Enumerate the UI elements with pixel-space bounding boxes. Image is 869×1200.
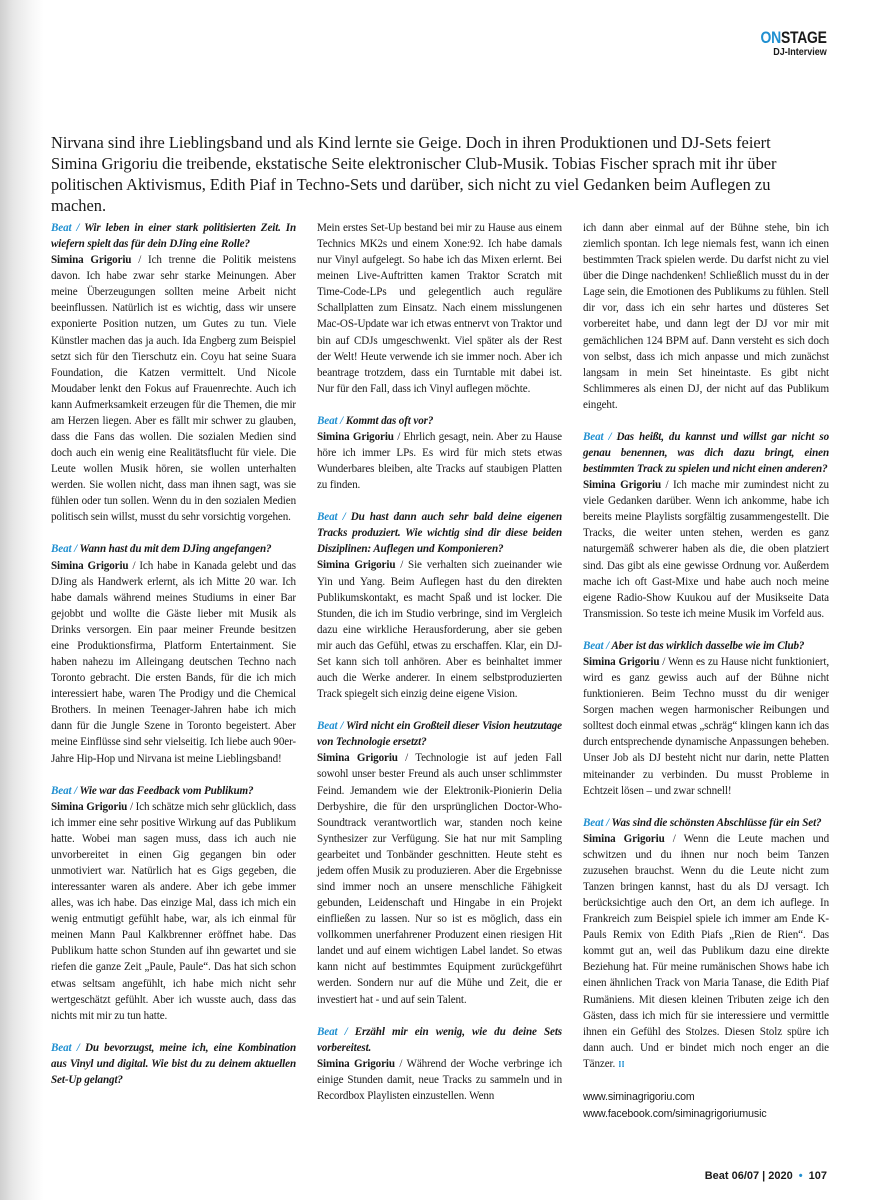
answer [317, 220, 562, 397]
question-label: Beat / [583, 430, 617, 443]
web-link[interactable]: www.siminagrigoriu.com [583, 1090, 695, 1103]
answer-text: Sie verhalten sich zueinander wie Yin und Yang. Beim Auflegen hast du den direkten Publikumskontakt, es macht Spaß und ist locker. Die Stunden, die ich im Studio verbringe, sind im Vergleich dazu eine wirkliche Herausforderung, aber sie geben mir auch das Gefühl, etwas zu erschaffen. Klar, ein DJ-Set kann sich toll anhören. Aber es beinhaltet immer auch die Werke anderer. In einem selbstproduzierten Track spiegelt sich einzig deine eigene Vision. [317, 559, 562, 701]
answer-text: Mein erstes Set-Up bestand bei mir zu Hause aus einem Technics MK2s und einem Xone:92. Ich habe damals nur Vinyl aufgelegt. So habe ich das Mixen erlernt. Bei meinen Live-Auftritten kamen Traktor Scratch mit Time-Code-LPs und gelegentlich auch reguläre Schallplatten zum Einsatz. Nach einem misslungenen Mac-OS-Update war ich etwas entnervt von Traktor und bin auf CDJs umgeschwenkt. Viel später als der Rest der Welt! Heute verwende ich sie immer noch. Aber ich beantrage trotzdem, dass ein Turntable mit dabei ist. Nur für den Fall, dass ich Vinyl auflegen möchte. [317, 222, 562, 395]
question-text: Du hast dann auch sehr bald deine eigenen Tracks produziert. Wie wichtig sind dir diese beiden Disziplinen: Auflegen und Komponieren? [317, 511, 562, 556]
answer-text: Ich trenne die Politik meistens davon. Ich habe zwar sehr starke Meinungen. Aber meine Überzeugungen sollten meine Arbeit nicht beeinflussen. Natürlich ist es wichtig, dass wir unsere exponierte Position nutzen, um Gutes zu tun. Viele Künstler machen das ja auch. Ida Engberg zum Beispiel setzt sich für den Tierschutz ein. Coyu hat seine Suara Foundation, die Katzen vermittelt. Und Nicole Moudaber lenkt den Fokus auf Frauenrechte. Auch ich kann Aufmerksamkeit erzeugen für die Themen, die mir am Herzen liegen. Aber es fällt mir schwer zu glauben, dass die Fans das wollen. Die sozialen Medien sind doch auch ein wenig eine Realitätsflucht für viele. Die Leute wollen Musik hören, sie wollen unterhalten werden. Sie wollen nicht, dass man ihnen sagt, was sie fühlen oder tun sollen. Wenn du in den sozialen Medien politisch sein willst, musst du sehr vorsichtig vorgehen. [51, 254, 296, 524]
question [317, 1024, 562, 1056]
article-end-icon: ⁞⁞ [615, 1059, 625, 1070]
answer-text: Technologie ist auf jeden Fall sowohl unser bester Freund als auch unser schlimmster Feind. Jemandem wie der Elektronik-Pionierin Delia Derbyshire, die für den ursprünglichen Doctor-Who-Soundtrack verantwortlich war, standen noch keine Synthesizer zur Verfügung. Sie hat nur mit Sampling gearbeitet und Tonbänder geschnitten. Heute steht es jedem offen Musik zu produzieren. Aber die Ergebnisse sind immer noch an unsere menschliche Fähigkeit gebunden, Leidenschaft und Hingabe in ein Projekt einfließen zu lassen. Nur so ist es möglich, dass ein vollkommen unerfahrener Produzent einen riesigen Hit landet und auf einem wichtigen Label landet. So etwas kann nicht auf bestimmtes Equipment zurückgeführt werden. Sondern nur auf die Mühe und Zeit, die er investiert hat - und auf sein Talent. [317, 752, 562, 1006]
qa-block [317, 718, 562, 1007]
answer-text: Ich schätze mich sehr glücklich, dass ich immer eine sehr positive Wirkung auf das Publikum hatte. Wobei man sagen muss, dass ich auch nie unvorbereitet in einen Gig gegangen bin oder unmotiviert war. Natürlich hat es Gigs gegeben, die interessanter waren als andere. Aber ich gebe immer alles, was ich habe. Das einzige Mal, dass ich mich ein wenig entmutigt gefühlt habe, war, als ich einmal für meinen Mann Paul Kalkbrenner eröffnet habe. Das Publikum hatte schon Stunden auf ihn gewartet und sie riefen die ganze Zeit „Paule, Paule“. Das hat sich schon etwas seltsam angefühlt, ich habe mich nicht sehr wertgeschätzt gefühlt. Aber ich wusste auch, dass das nichts mit mir zu tun hatte. [51, 800, 296, 1022]
qa-block [51, 220, 296, 525]
speaker-label: Simina Grigoriu [583, 832, 665, 845]
speaker-label: Simina Grigoriu [51, 254, 132, 267]
answer [583, 831, 829, 1073]
answer-text: Ich mache mir zumindest nicht zu viele Gedanken darüber. Wenn ich ankomme, habe ich bereits meine Playlists sorgfältig zusammengestellt. Die Tracks, die weiter unten stehen, werden es ganz naturgemäß schwerer haben als die, die oben platziert sind. Das gibt als eine gewisse Ordnung vor. Außerdem mache ich oft Gast-Mixe und habe auch noch meine eigene Radio-Show Kuukou auf der Musikseite Data Transmission. So teste ich meine Musik im Vorfeld aus. [583, 479, 829, 620]
qa-block [583, 638, 829, 799]
answer [583, 477, 829, 622]
question-label: Beat / [317, 1025, 355, 1038]
speaker-label: Simina Grigoriu [51, 800, 128, 813]
question [51, 220, 296, 252]
qa-block [317, 220, 562, 397]
answer [317, 429, 562, 493]
answer [583, 220, 829, 413]
qa-block [51, 1040, 296, 1088]
speaker-label: Simina Grigoriu [583, 479, 662, 492]
separator: / [128, 559, 140, 572]
issue-label: Beat 06/07 | 2020 [704, 1170, 793, 1182]
qa-block [317, 413, 562, 493]
separator: / [659, 655, 668, 668]
qa-block [583, 815, 829, 1073]
answer [51, 799, 296, 1024]
speaker-label: Simina Grigoriu [317, 559, 396, 572]
article-intro: Nirvana sind ihre Lieblingsband und als Kind lernte sie Geige. Doch in ihren Produktionen und DJ-Sets feiert Simina Grigoriu die treibende, ekstatische Seite elektronischer Club-Musik. Tobias Fischer sprach mit ihr über politischen Aktivismus, Edith Piaf in Techno-Sets und darüber, sich nicht zu viel Gedanken beim Auflegen zu machen. [51, 133, 777, 215]
speaker-label: Simina Grigoriu [317, 1057, 395, 1070]
separator: / [664, 832, 684, 845]
answer-text: Ehrlich gesagt, nein. Aber zu Hause höre ich immer LPs. Es wird für mich stets etwas Wunderbares bleiben, alte Tracks auf staubigen Platten zu finden. [317, 430, 562, 492]
answer-text: Während der Woche verbringe ich einige Stunden damit, neue Tracks zu sammeln und in Recordbox Playlisten einzustellen. Wenn [317, 1057, 562, 1102]
section-header [746, 29, 827, 58]
question-label: Beat / [51, 543, 80, 556]
answer-text: Ich habe in Kanada gelebt und das DJing als Handwerk erlernt, als ich Mitte 20 war. Ich habe damals während meines Studiums in einer Bar gejobbt und wollte die Gäste lieber mit Musik als Drinks versorgen. Ein paar meiner Freunde besitzen eine Produktionsfirma, Platform Entertainment. Sie haben nahezu im Alleingang deutschen Techno nach Toronto gebracht. Die ersten Bands, für die ich mich interessiert habe, waren The Prodigy und die Chemical Brothers. In meinen Teenager-Jahren habe ich mich dann für die Jungle Szene in Toronto begeistert. Aber meine Einflüsse sind sehr vielseitig. Ich liebe auch 90er-Jahre Hip-Hop und Nirvana ist meine Lieblingsband! [51, 559, 296, 765]
answer [317, 557, 562, 702]
question-label: Beat / [583, 816, 612, 829]
question-text: Wird nicht ein Großteil dieser Vision heutzutage von Technologie ersetzt? [317, 720, 562, 749]
question-text: Wann hast du mit dem DJing angefangen? [79, 543, 272, 556]
question-text: Wie war das Feedback vom Publikum? [79, 784, 254, 797]
speaker-label: Simina Grigoriu [51, 559, 129, 572]
question-text: Was sind die schönsten Abschlüsse für ein Set? [611, 816, 822, 829]
question [51, 783, 296, 799]
question-label: Beat / [583, 639, 612, 652]
answer-text: Wenn die Leute machen und schwitzen und du ihnen nur noch beim Tanzen zuzusehen brauchst. Wenn du die Leute nicht zum Tanzen bringen kannst, hast du als DJ versagt. Ich berücksichtige auch den Ort, an dem ich auflege. In Frankreich zum Beispiel spiele ich immer am Ende K-Pauls Remix von Edith Piafs „Rien de Rien“. Das kommt gut an, weil das Publikum dazu eine direkte Beziehung hat. Für meine rumänischen Shows habe ich einen ähnlichen Track von Maria Tanase, die Edith Piaf Rumäniens. Mit diesen kleinen Tributen zeige ich den Gästen, dass ich mich für sie interessiere und vermittle ihnen ein Gefühl des Stolzes. Diesen Stolz spüre ich dann auch. Und er bindet mich noch enger an die Tänzer. [583, 832, 830, 1070]
separator: / [127, 800, 136, 813]
qa-block [317, 509, 562, 702]
separator: / [661, 479, 673, 492]
question-text: Erzähl mir ein wenig, wie du deine Sets vorbereitest. [317, 1025, 562, 1054]
qa-block [51, 783, 296, 1024]
qa-block [51, 541, 296, 766]
text-column-1 [51, 220, 296, 1088]
speaker-label: Simina Grigoriu [317, 752, 398, 765]
separator: / [395, 559, 409, 572]
question-text: Aber ist das wirklich dasselbe wie im Club? [611, 639, 805, 652]
answer-text: ich dann aber einmal auf der Bühne stehe, bin ich ziemlich spontan. Ich lege niemals fest, wann ich einen bestimmten Track spielen werde. Du darfst nicht zu viel über die Dinge nachdenken! Schließlich musst du in der Lage sein, die Emotionen des Publikums zu fühlen. Stell dir vor, dass ich ein sehr hartes und düsteres Set vorbereitet habe, und dann legt der DJ vor mir mit gemächlichen 124 BPM auf. Dann versteht es sich doch von selbst, dass ich mich anpasse und mich zunächst langsam in mein Set hineintaste. Es gibt nicht Schlimmeres als einen DJ, der nicht auf das Publikum eingeht. [583, 222, 829, 411]
answer [51, 252, 296, 525]
separator: / [397, 752, 416, 765]
page-gutter-shadow [0, 0, 44, 1200]
qa-block [317, 1024, 562, 1104]
answer [583, 654, 829, 799]
footer-separator: • [798, 1170, 803, 1182]
question [583, 815, 829, 831]
question [317, 413, 562, 429]
page-footer [705, 1170, 827, 1182]
question [583, 429, 829, 477]
separator: / [131, 254, 149, 267]
question [317, 718, 562, 750]
text-column-2 [317, 220, 562, 1120]
speaker-label: Simina Grigoriu [583, 655, 660, 668]
question [51, 541, 296, 557]
question-text: Das heißt, du kannst und willst gar nicht so genau benennen, was dich dazu bringt, einen bestimmten Track zu spielen und nicht einen anderen? [583, 430, 829, 476]
separator: / [393, 430, 404, 443]
answer [317, 1056, 562, 1104]
question-text: Du bevorzugst, meine ich, eine Kombination aus Vinyl und digital. Wie bist du zu deinem aktuellen Set-Up gelangt? [51, 1041, 296, 1086]
qa-block [583, 429, 829, 622]
logo-stage: STAGE [781, 28, 827, 47]
question-label: Beat / [317, 511, 351, 524]
question-text: Kommt das oft vor? [345, 414, 434, 427]
question-label: Beat / [51, 784, 80, 797]
question [51, 1040, 296, 1088]
web-link[interactable]: www.facebook.com/siminagrigoriumusic [583, 1107, 767, 1120]
separator: / [394, 1057, 407, 1070]
question [583, 638, 829, 654]
qa-block [583, 220, 829, 413]
question-label: Beat / [51, 1041, 85, 1054]
section-label: DJ-Interview [773, 47, 827, 58]
question [317, 509, 562, 557]
answer [317, 750, 562, 1007]
question-text: Wir leben in einer stark politisierten Zeit. In wiefern spielt das für dein DJing eine Rolle? [51, 222, 296, 251]
question-label: Beat / [51, 222, 85, 234]
question-label: Beat / [317, 414, 346, 427]
web-links [583, 1089, 829, 1123]
onstage-logo [761, 29, 827, 46]
answer [51, 558, 296, 767]
page-number: 107 [808, 1170, 827, 1182]
text-column-3 [583, 220, 829, 1123]
logo-on: ON [760, 28, 782, 47]
answer-text: Wenn es zu Hause nicht funktioniert, wird es ganz gewiss auch auf der Bühne nicht funktionieren. Beim Techno musst du dir weniger Sorgen machen wegen harmonischer Reibungen und solltest doch einmal etwas „schräg“ klingen kann ich das durch entsprechende dynamische Anpassungen beheben. Unser Job als DJ besteht nicht nur darin, nette Platten miteinander zu verbinden. Du musst Probleme in Echtzeit lösen – und zwar schnell! [583, 655, 829, 797]
question-label: Beat / [317, 720, 347, 733]
speaker-label: Simina Grigoriu [317, 430, 394, 443]
